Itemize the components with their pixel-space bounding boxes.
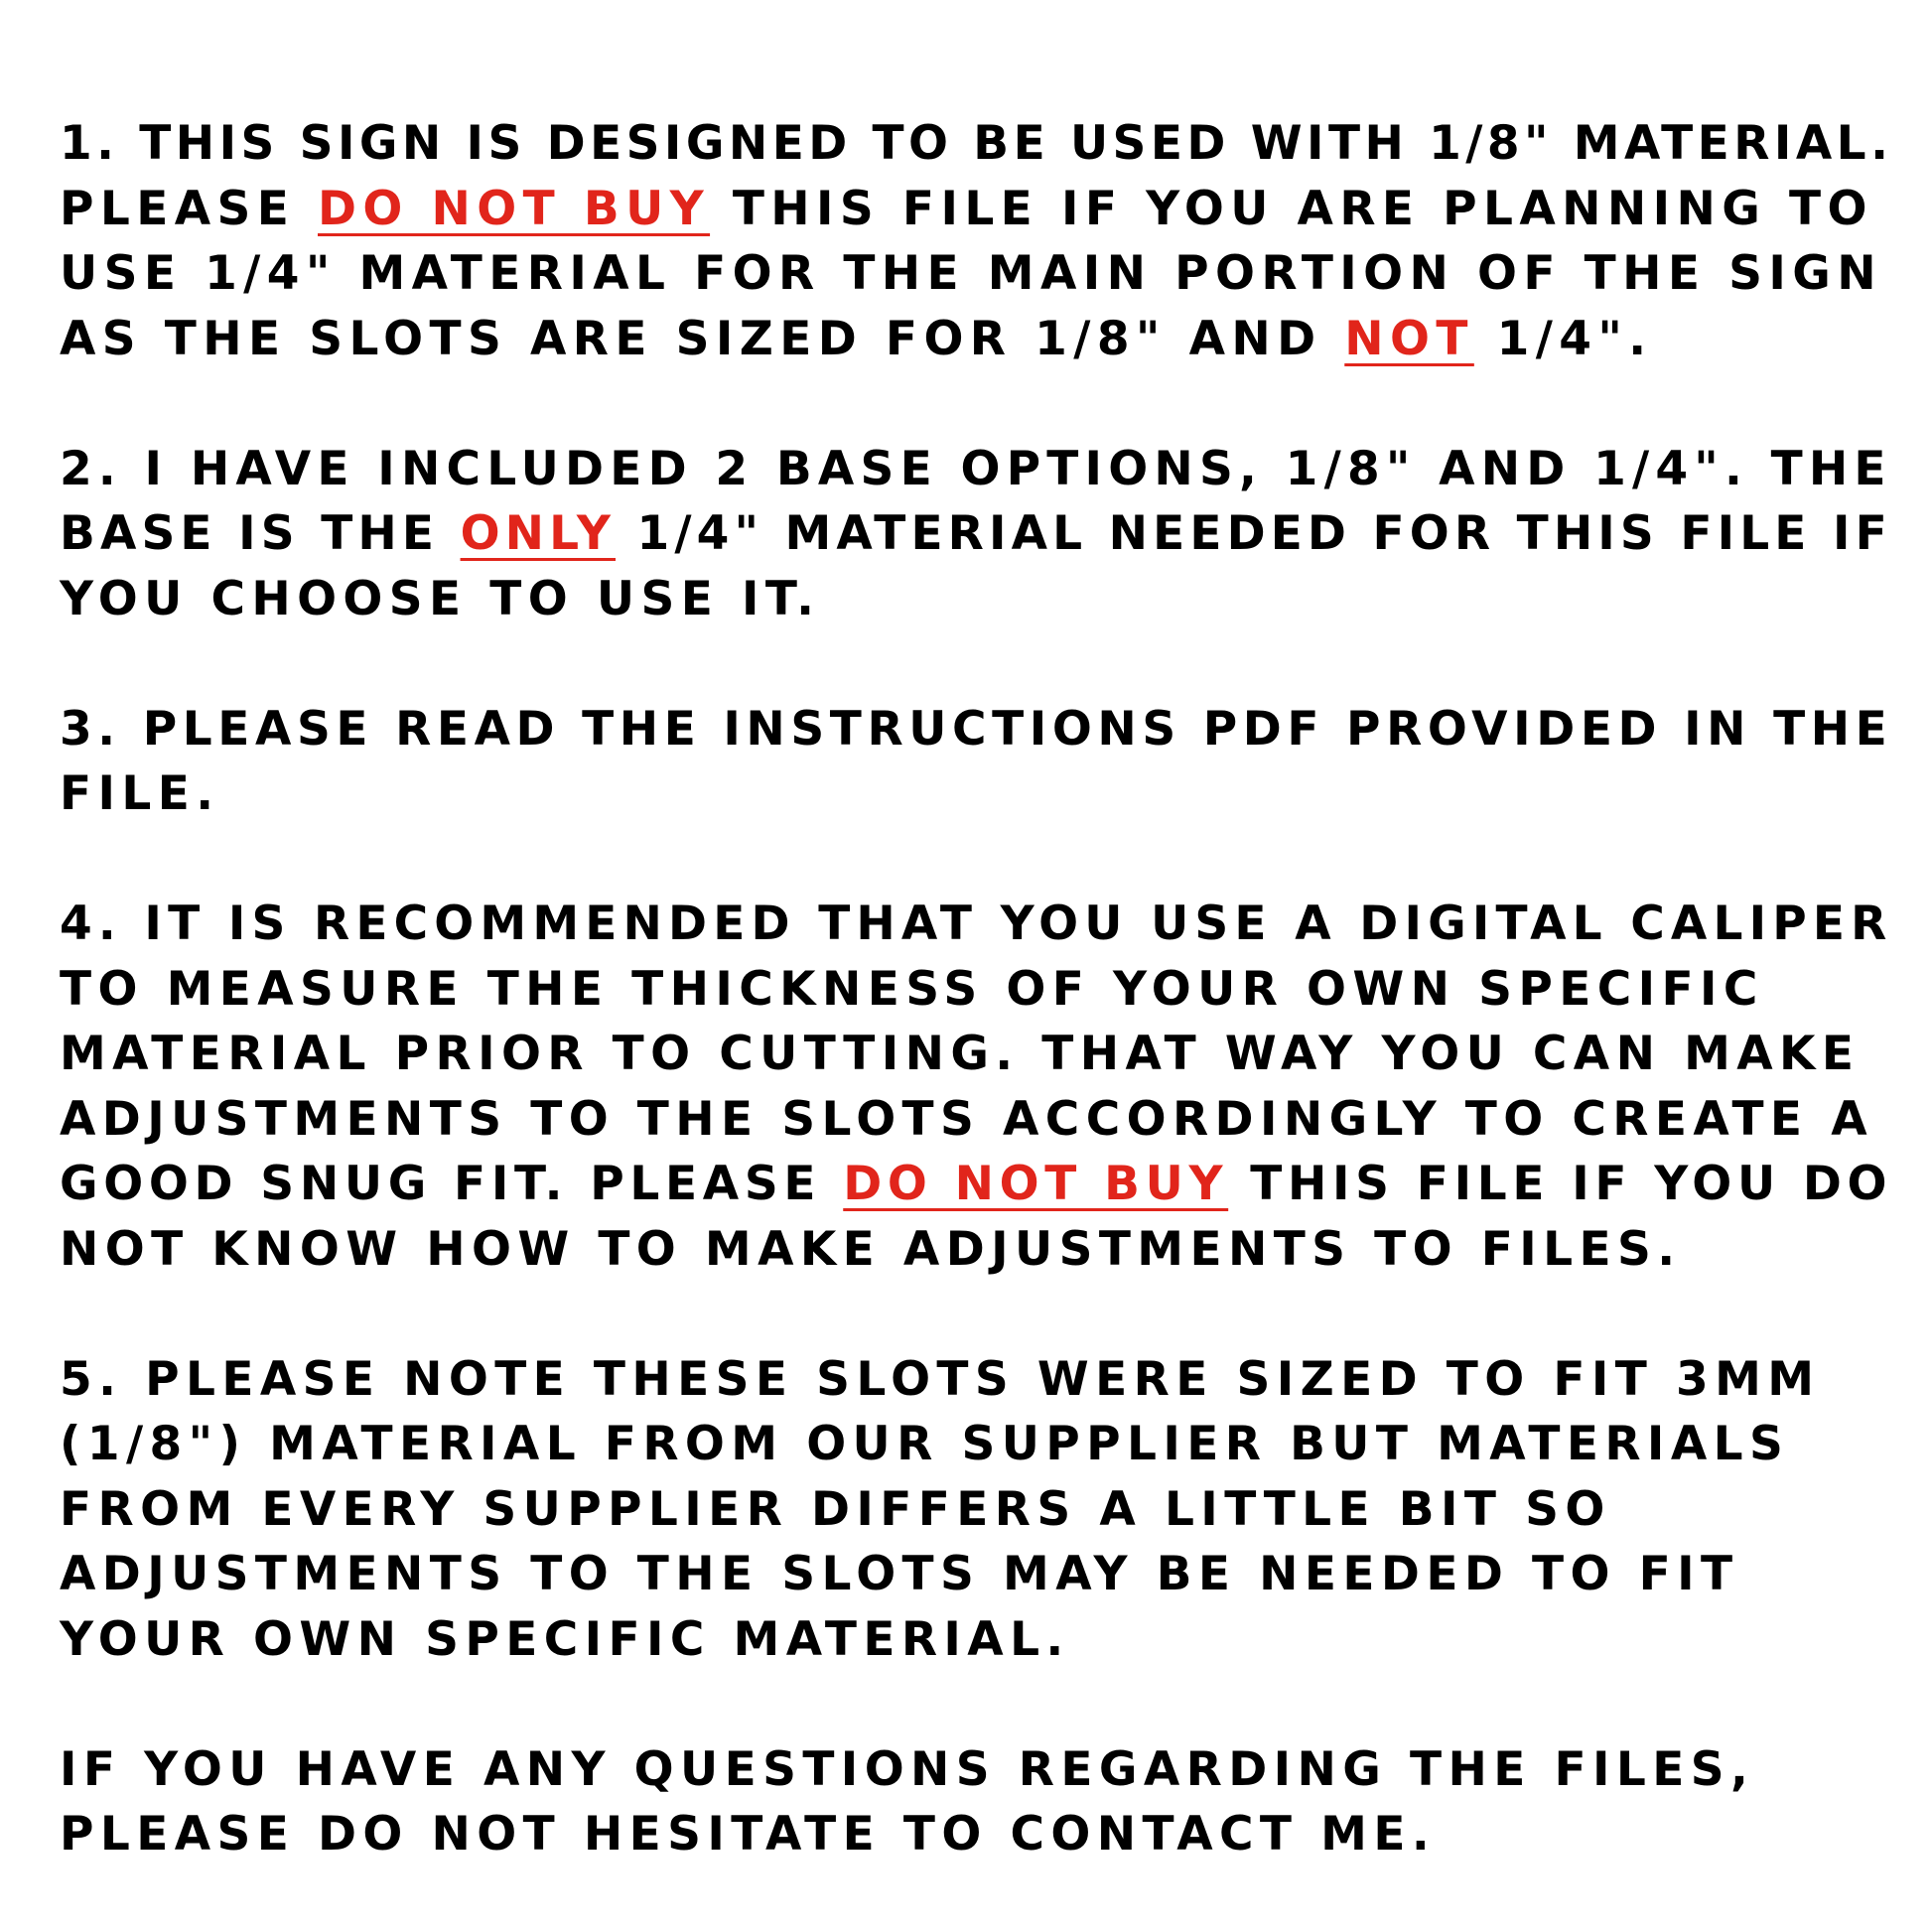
body-text: 1/4". (1473, 311, 1653, 366)
body-text: 1. THIS SIGN IS DESIGNED TO BE USED WITH 1/8" MATERIAL. (60, 116, 1893, 171)
body-text: 2. I HAVE INCLUDED 2 BASE OPTIONS, 1/8" AND 1/4". THE (60, 441, 1892, 496)
paragraph-spacer (60, 827, 1886, 893)
body-text: GOOD SNUG FIT. PLEASE (60, 1157, 844, 1211)
note-2 (60, 437, 1892, 632)
paragraph-spacer (60, 1282, 1886, 1347)
text-line (60, 1737, 1886, 1803)
emphasis-text: ONLY (460, 506, 617, 561)
body-text: THIS FILE IF YOU DO (1228, 1157, 1893, 1211)
text-line (60, 697, 1893, 762)
text-line (60, 1477, 1886, 1543)
paragraph-spacer (60, 371, 1886, 437)
contact-note (60, 1737, 1886, 1867)
text-line (60, 1152, 1893, 1217)
text-line (60, 761, 1886, 827)
text-line (60, 567, 1886, 632)
body-text: FROM EVERY SUPPLIER DIFFERS A LITTLE BIT SO (60, 1481, 1611, 1537)
text-line (60, 1217, 1886, 1283)
body-text: YOU CHOOSE TO USE IT. (60, 571, 821, 626)
text-line (60, 1412, 1886, 1477)
body-text: MATERIAL PRIOR TO CUTTING. THAT WAY YOU CAN MAKE (60, 1027, 1861, 1081)
text-line (60, 501, 1892, 567)
notes-document (60, 111, 1893, 1867)
body-text: NOT KNOW HOW TO MAKE ADJUSTMENTS TO FILES. (60, 1221, 1682, 1277)
note-5 (60, 1347, 1886, 1673)
note-1 (60, 111, 1893, 371)
body-text: 4. IT IS RECOMMENDED THAT YOU USE A DIGITAL CALIPER (60, 897, 1893, 951)
text-line (60, 111, 1893, 177)
text-line (60, 241, 1886, 307)
body-text: FILE. (60, 766, 220, 821)
text-line (60, 1802, 1886, 1867)
text-line (60, 1087, 1886, 1153)
text-line (60, 307, 1886, 372)
text-line (60, 1607, 1886, 1673)
note-4 (60, 892, 1893, 1282)
body-text: THIS FILE IF YOU ARE PLANNING TO (710, 181, 1873, 236)
body-text: BASE IS THE (60, 506, 461, 561)
note-3 (60, 697, 1893, 827)
body-text: ADJUSTMENTS TO THE SLOTS ACCORDINGLY TO CREATE A (60, 1091, 1873, 1147)
text-line (60, 1542, 1886, 1607)
body-text: 5. PLEASE NOTE THESE SLOTS WERE SIZED TO FIT 3MM (60, 1351, 1821, 1407)
body-text: (1/8") MATERIAL FROM OUR SUPPLIER BUT MATERIALS (60, 1417, 1790, 1471)
body-text: YOUR OWN SPECIFIC MATERIAL. (60, 1611, 1070, 1667)
paragraph-spacer (60, 631, 1886, 697)
emphasis-text: DO NOT BUY (318, 181, 711, 236)
body-text: IF YOU HAVE ANY QUESTIONS REGARDING THE FILES, (60, 1741, 1755, 1797)
text-line (60, 1022, 1886, 1087)
body-text: TO MEASURE THE THICKNESS OF YOUR OWN SPECIFIC (60, 961, 1764, 1017)
text-line (60, 437, 1892, 502)
text-line (60, 892, 1893, 957)
text-line (60, 1347, 1886, 1413)
paragraph-spacer (60, 1672, 1886, 1737)
emphasis-text: NOT (1344, 311, 1474, 366)
body-text: PLEASE (60, 181, 318, 236)
body-text: AS THE SLOTS ARE SIZED FOR 1/8" AND (60, 311, 1345, 366)
body-text: USE 1/4" MATERIAL FOR THE MAIN PORTION OF THE SIGN (60, 246, 1882, 301)
text-line (60, 957, 1886, 1023)
body-text: PLEASE DO NOT HESITATE TO CONTACT ME. (60, 1807, 1437, 1862)
emphasis-text: DO NOT BUY (843, 1157, 1229, 1211)
body-text: 1/4" MATERIAL NEEDED FOR THIS FILE IF (616, 506, 1892, 561)
text-line (60, 177, 1886, 242)
body-text: 3. PLEASE READ THE INSTRUCTIONS PDF PROVIDED IN THE (60, 701, 1893, 757)
body-text: ADJUSTMENTS TO THE SLOTS MAY BE NEEDED TO FIT (60, 1547, 1739, 1601)
